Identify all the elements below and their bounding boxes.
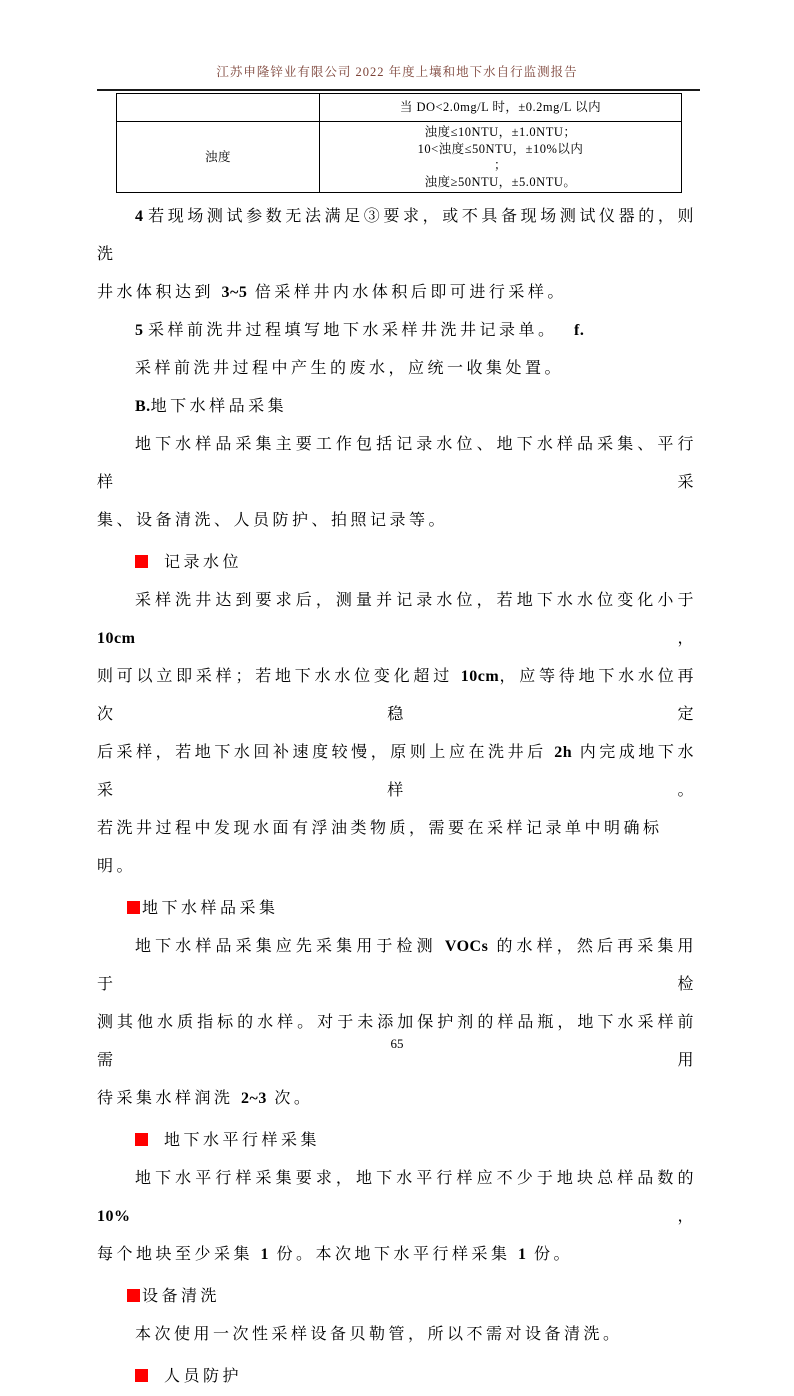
text-line: 每个地块至少采集 1 份。本次地下水平行样采集 1 份。 <box>97 1246 574 1263</box>
text-line: 采样前洗井过程中产生的废水，应统一收集处置。 <box>135 360 565 377</box>
header-rule <box>97 89 700 91</box>
section-heading-label: 人员防护 <box>164 1368 243 1385</box>
table-cell-parameter: 浊度 <box>117 122 320 193</box>
table-cell-criteria <box>320 94 682 122</box>
section-heading-record-water-level <box>97 544 697 582</box>
text-line: 测其他水质指标的水样。对于未添加保护剂的样品瓶，地下水采样前需用 <box>97 1014 697 1069</box>
text-line: 后采样，若地下水回补速度较慢，原则上应在洗井后 2h 内完成地下水采样。 <box>97 744 697 799</box>
text-line: 采样洗井达到要求后，测量并记录水位，若地下水水位变化小于 10cm， <box>97 592 697 647</box>
text-line: 4 若现场测试参数无法满足③要求，或不具备现场测试仪器的，则洗 <box>97 208 697 263</box>
section-heading-sample-collection <box>97 890 697 928</box>
text-line: 本次使用一次性采样设备贝勒管，所以不需对设备清洗。 <box>135 1326 623 1343</box>
page-number: 65 <box>390 1036 404 1051</box>
table-cell-line: 10<浊度≤50NTU，±10%以内 <box>417 141 584 156</box>
text-line: 井水体积达到 3~5 倍采样井内水体积后即可进行采样。 <box>97 284 567 301</box>
table-row <box>117 122 682 193</box>
section-heading-label: 地下水样品采集 <box>142 900 279 917</box>
text-line: 则可以立即采样；若地下水水位变化超过 10cm，应等待地下水水位再次稳定 <box>97 668 697 723</box>
table-cell-criteria <box>320 122 682 193</box>
table-cell-parameter <box>117 94 320 122</box>
turbidity-criteria-table <box>116 93 682 193</box>
table-cell-line: 浊度≤10NTU，±1.0NTU； <box>424 125 577 139</box>
text-line: 地下水样品采集主要工作包括记录水位、地下水样品采集、平行样采 <box>97 436 697 491</box>
red-square-bullet-icon <box>127 901 140 914</box>
table-cell-line: 浊度≥50NTU，±5.0NTU。 <box>424 174 577 189</box>
text-line: 5 采样前洗井过程填写地下水采样井洗井记录单。 f. <box>135 322 585 339</box>
section-heading-label: 设备清洗 <box>142 1288 221 1305</box>
text-line: 地下水平行样采集要求，地下水平行样应不少于地块总样品数的 10%， <box>97 1170 697 1225</box>
red-square-bullet-icon <box>135 1369 148 1382</box>
section-heading-equipment-cleaning <box>97 1278 697 1316</box>
page-header-title: 江苏申隆锌业有限公司 2022 年度上壤和地下水自行监测报告 <box>216 65 578 79</box>
table-cell-line: ； <box>493 158 507 172</box>
red-square-bullet-icon <box>127 1289 140 1302</box>
text-line: 若洗井过程中发现水面有浮油类物质，需要在采样记录单中明确标明。 <box>97 820 663 875</box>
section-title-line: B.地下水样品采集 <box>135 398 288 415</box>
document-body <box>97 198 697 1396</box>
red-square-bullet-icon <box>135 555 148 568</box>
text-line: 地下水样品采集应先采集用于检测 VOCs 的水样，然后再采集用于检 <box>97 938 697 993</box>
table-cell-line: 当 DO<2.0mg/L 时，±0.2mg/L 以内 <box>399 100 602 115</box>
section-heading-label: 记录水位 <box>164 554 243 571</box>
text-line: 集、设备清洗、人员防护、拍照记录等。 <box>97 512 449 529</box>
text-line: 待采集水样润洗 2~3 次。 <box>97 1090 314 1107</box>
section-heading-parallel-sample <box>97 1122 697 1160</box>
section-heading-label: 地下水平行样采集 <box>164 1132 321 1149</box>
section-heading-personnel-protection <box>97 1358 697 1396</box>
table-row <box>117 94 682 122</box>
red-square-bullet-icon <box>135 1133 148 1146</box>
